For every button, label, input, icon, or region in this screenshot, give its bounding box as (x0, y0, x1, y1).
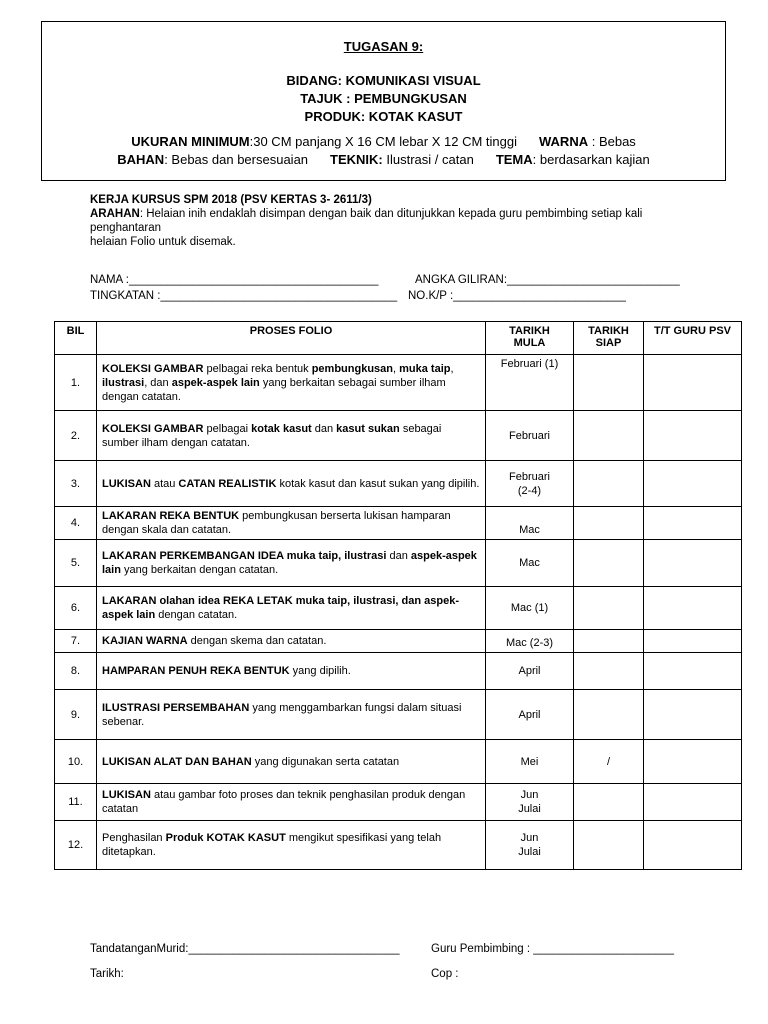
arahan-line2: helaian Folio untuk disemak. (90, 236, 236, 248)
row-tarikh-mula: Mei (486, 740, 574, 784)
row-tarikh-mula: Mac (486, 507, 574, 540)
tandatangan-murid[interactable]: TandatanganMurid:_________________________________ (90, 943, 400, 955)
row-bil: 6. (55, 587, 97, 630)
row-tarikh-siap[interactable] (574, 355, 644, 411)
row-process: Penghasilan Produk KOTAK KASUT mengikut spesifikasi yang telah ditetapkan. (97, 821, 486, 870)
row-tarikh-mula: Jun Julai (486, 784, 574, 821)
folio-process-table (54, 321, 742, 870)
row-tarikh-siap[interactable] (574, 540, 644, 587)
table-row (55, 690, 742, 740)
ukuran-label: UKURAN MINIMUM (131, 134, 250, 149)
table-row (55, 630, 742, 653)
row-tt-guru[interactable] (644, 411, 742, 461)
row-bil: 10. (55, 740, 97, 784)
row-tarikh-siap[interactable] (574, 690, 644, 740)
row-tarikh-mula: Mac (1) (486, 587, 574, 630)
table-row (55, 821, 742, 870)
row-tt-guru[interactable] (644, 587, 742, 630)
tema-value: : berdasarkan kajian (532, 152, 650, 167)
header-proses-folio: PROSES FOLIO (97, 322, 486, 355)
row-tarikh-mula: Februari (2-4) (486, 461, 574, 507)
row-bil: 11. (55, 784, 97, 821)
kerja-kursus-title: KERJA KURSUS SPM 2018 (PSV KERTAS 3- 2611/3) (90, 194, 372, 206)
row-tt-guru[interactable] (644, 461, 742, 507)
nama-field[interactable]: NAMA :_______________________________________ (90, 274, 379, 286)
table-row (55, 784, 742, 821)
row-tarikh-siap[interactable] (574, 784, 644, 821)
row-tt-guru[interactable] (644, 690, 742, 740)
row-tt-guru[interactable] (644, 507, 742, 540)
row-tarikh-siap[interactable] (574, 587, 644, 630)
produk-line: PRODUK: KOTAK KASUT (304, 109, 463, 124)
guru-pembimbing[interactable]: Guru Pembimbing : ______________________ (431, 943, 674, 955)
row-process: LAKARAN REKA BENTUK pembungkusan berserta lukisan hamparan dengan skala dan catatan. (97, 507, 486, 540)
arahan-label: ARAHAN (90, 208, 140, 220)
table-row (55, 587, 742, 630)
row-process: LUKISAN atau CATAN REALISTIK kotak kasut dan kasut sukan yang dipilih. (97, 461, 486, 507)
row-bil: 9. (55, 690, 97, 740)
row-process: KOLEKSI GAMBAR pelbagai kotak kasut dan kasut sukan sebagai sumber ilham dengan catatan. (97, 411, 486, 461)
table-row (55, 411, 742, 461)
row-tarikh-mula: Jun Julai (486, 821, 574, 870)
table-row (55, 540, 742, 587)
row-bil: 12. (55, 821, 97, 870)
row-bil: 7. (55, 630, 97, 653)
teknik-label: TEKNIK: (330, 152, 383, 167)
task-title: TUGASAN 9: (343, 39, 424, 54)
row-bil: 8. (55, 653, 97, 690)
row-bil: 4. (55, 507, 97, 540)
instructions (90, 193, 690, 249)
row-tarikh-mula: April (486, 690, 574, 740)
row-process: LAKARAN olahan idea REKA LETAK muka taip, ilustrasi, dan aspek-aspek lain dengan catatan. (97, 587, 486, 630)
angka-giliran-field[interactable]: ANGKA GILIRAN:___________________________ (415, 274, 680, 286)
row-process: LUKISAN atau gambar foto proses dan teknik penghasilan produk dengan catatan (97, 784, 486, 821)
row-tarikh-siap[interactable] (574, 411, 644, 461)
header-tt-guru: T/T GURU PSV (644, 322, 742, 355)
row-tarikh-siap[interactable]: / (574, 740, 644, 784)
row-process: LAKARAN PERKEMBANGAN IDEA muka taip, ilustrasi dan aspek-aspek lain yang berkaitan dengan catatan. (97, 540, 486, 587)
row-tarikh-mula: Mac (2-3) (486, 630, 574, 653)
row-tarikh-mula: April (486, 653, 574, 690)
header-bil: BIL (55, 322, 97, 355)
row-process: LUKISAN ALAT DAN BAHAN yang digunakan serta catatan (97, 740, 486, 784)
tarikh-label: Tarikh: (90, 968, 124, 980)
ukuran-value: :30 CM panjang X 16 CM lebar X 12 CM tinggi (249, 134, 517, 149)
table-row (55, 507, 742, 540)
nokp-field[interactable]: NO.K/P :___________________________ (408, 290, 626, 302)
row-bil: 2. (55, 411, 97, 461)
row-process: HAMPARAN PENUH REKA BENTUK yang dipilih. (97, 653, 486, 690)
tajuk-line: TAJUK : PEMBUNGKUSAN (300, 91, 467, 106)
header-tarikh-siap: TARIKH SIAP (574, 322, 644, 355)
tema-label: TEMA (495, 152, 533, 167)
row-process: KAJIAN WARNA dengan skema dan catatan. (97, 630, 486, 653)
row-tarikh-siap[interactable] (574, 630, 644, 653)
cop-label: Cop : (431, 968, 459, 980)
table-row (55, 461, 742, 507)
row-tt-guru[interactable] (644, 355, 742, 411)
row-tarikh-mula: Februari (1) (486, 355, 574, 411)
row-tarikh-mula: Mac (486, 540, 574, 587)
table-row (55, 740, 742, 784)
row-tt-guru[interactable] (644, 740, 742, 784)
row-tt-guru[interactable] (644, 821, 742, 870)
row-tarikh-siap[interactable] (574, 507, 644, 540)
arahan-text (90, 207, 690, 235)
row-tt-guru[interactable] (644, 784, 742, 821)
teknik-value: Ilustrasi / catan (386, 152, 474, 167)
bahan-label: BAHAN (117, 152, 165, 167)
bidang-line: BIDANG: KOMUNIKASI VISUAL (286, 73, 481, 88)
row-tarikh-siap[interactable] (574, 821, 644, 870)
row-tt-guru[interactable] (644, 540, 742, 587)
task-header-box (41, 21, 726, 181)
row-tt-guru[interactable] (644, 653, 742, 690)
arahan-line1: : Helaian inih endaklah disimpan dengan baik dan ditunjukkan kepada guru pembimbing setiap kali penghantaran (90, 208, 643, 234)
row-process: ILUSTRASI PERSEMBAHAN yang menggambarkan fungsi dalam situasi sebenar. (97, 690, 486, 740)
row-tarikh-siap[interactable] (574, 461, 644, 507)
student-fields (90, 273, 680, 305)
bahan-teknik-tema-line (42, 152, 725, 167)
ukuran-warna-line (42, 134, 725, 149)
row-tarikh-siap[interactable] (574, 653, 644, 690)
tingkatan-field[interactable]: TINGKATAN :_____________________________________ (90, 290, 398, 302)
table-header-row (55, 322, 742, 355)
table-row (55, 653, 742, 690)
row-process: KOLEKSI GAMBAR pelbagai reka bentuk pembungkusan, muka taip, ilustrasi, dan aspek-aspek lain yang berkaitan sebagai sumber ilham dengan catatan. (97, 355, 486, 411)
warna-label: WARNA (538, 134, 589, 149)
header-tarikh-mula: TARIKH MULA (486, 322, 574, 355)
bahan-value: : Bebas dan bersesuaian (164, 152, 309, 167)
warna-value: : Bebas (591, 134, 636, 149)
row-tarikh-mula: Februari (486, 411, 574, 461)
row-bil: 1. (55, 355, 97, 411)
row-tt-guru[interactable] (644, 630, 742, 653)
table-row (55, 355, 742, 411)
row-bil: 5. (55, 540, 97, 587)
row-bil: 3. (55, 461, 97, 507)
